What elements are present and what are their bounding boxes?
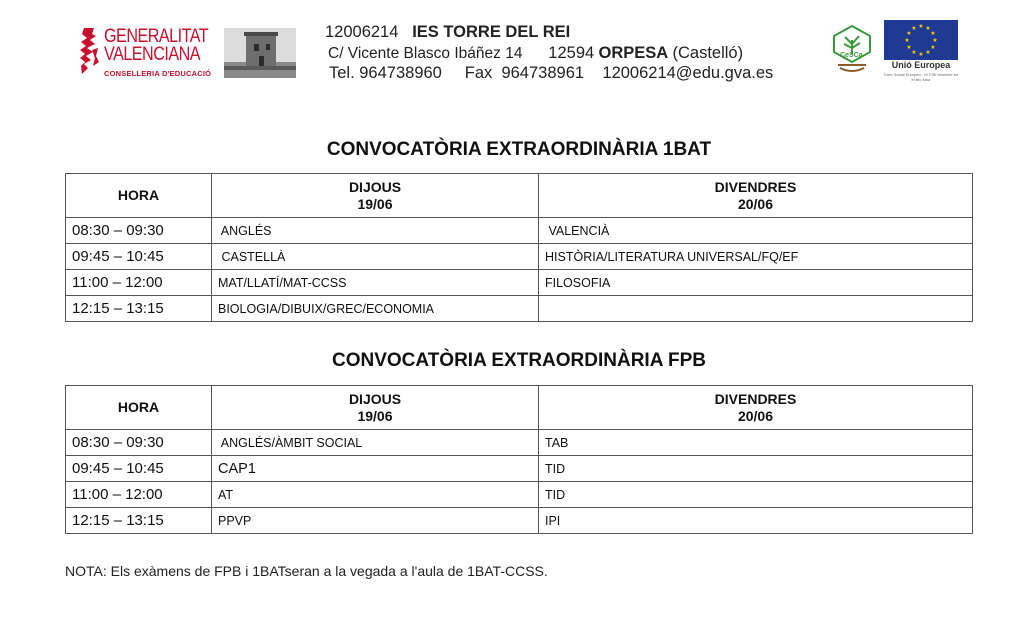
cell-hour: 11:00 – 12:00 <box>66 482 212 508</box>
cesca-tree-icon <box>832 24 872 76</box>
svg-text:★: ★ <box>911 25 917 32</box>
day2-name: DIVENDRES <box>714 178 797 195</box>
day1-date: 19/06 <box>357 407 393 424</box>
header-day2 <box>539 386 973 430</box>
eu-flag-icon <box>884 20 958 60</box>
header-day2 <box>539 174 973 218</box>
header-day1 <box>212 386 539 430</box>
svg-text:★: ★ <box>918 51 924 58</box>
school-fax: Fax 964738961 <box>464 64 585 82</box>
cell-day1: CAP1 <box>212 456 539 482</box>
eu-sublabel: Fons Social Europeu · El FSE inverteix en el teu futur <box>883 72 959 82</box>
cell-day1: PPVP <box>212 508 539 534</box>
day1-name: DIJOUS <box>348 390 402 407</box>
gva-name-line2: VALENCIANA <box>104 44 201 65</box>
svg-text:★: ★ <box>906 30 912 37</box>
schedule-table-fpb <box>65 385 973 534</box>
cell-hour: 09:45 – 10:45 <box>66 456 212 482</box>
gva-name-line1: GENERALITAT <box>104 26 209 47</box>
school-town: ORPESA <box>598 44 669 62</box>
svg-text:★: ★ <box>930 30 936 37</box>
table-row <box>66 508 973 534</box>
cell-hour: 12:15 – 13:15 <box>66 296 212 322</box>
table-row <box>66 482 973 508</box>
letterhead <box>0 0 1024 100</box>
cell-hour: 12:15 – 13:15 <box>66 508 212 534</box>
school-address: C/ Vicente Blasco Ibáñez 14 <box>328 45 523 62</box>
table-row <box>66 270 973 296</box>
svg-text:★: ★ <box>932 37 938 44</box>
school-phone: Tel. 964738960 <box>329 64 442 82</box>
cell-day2 <box>539 296 973 322</box>
cesca-logo <box>832 24 872 76</box>
svg-text:★: ★ <box>918 23 924 30</box>
day2-date: 20/06 <box>737 195 774 212</box>
table-row <box>66 244 973 270</box>
svg-text:★: ★ <box>911 49 917 56</box>
generalitat-valenciana-logo <box>78 24 212 80</box>
cell-hour: 09:45 – 10:45 <box>66 244 212 270</box>
gva-department: CONSELLERIA D'EDUCACIÓ <box>104 69 212 78</box>
cell-day2: VALENCIÀ <box>539 218 973 244</box>
title-1bat: CONVOCATÒRIA EXTRAORDINÀRIA 1BAT <box>326 139 712 160</box>
cell-day1: CASTELLÀ <box>212 244 539 270</box>
gva-emblem-icon <box>78 26 100 76</box>
cesca-label: CeSCa <box>840 52 863 59</box>
table-row <box>66 296 973 322</box>
title-fpb: CONVOCATÒRIA EXTRAORDINÀRIA FPB <box>331 350 707 371</box>
header-day1 <box>212 174 539 218</box>
header-hour: HORA <box>66 174 212 218</box>
footer-note: NOTA: Els exàmens de FPB i 1BATseran a la vegada a l'aula de 1BAT-CCSS. <box>65 563 548 579</box>
day2-date: 20/06 <box>737 407 774 424</box>
cell-hour: 08:30 – 09:30 <box>66 218 212 244</box>
cell-day2: IPI <box>539 508 973 534</box>
table-header-row <box>66 386 973 430</box>
table-row <box>66 218 973 244</box>
school-postal-code: 12594 <box>548 44 595 62</box>
cell-day1: AT <box>212 482 539 508</box>
cell-day2: FILOSOFIA <box>539 270 973 296</box>
cell-hour: 11:00 – 12:00 <box>66 270 212 296</box>
cell-day2: TID <box>539 482 973 508</box>
svg-text:★: ★ <box>906 44 912 51</box>
cell-hour: 08:30 – 09:30 <box>66 430 212 456</box>
eu-label: Unió Europea <box>891 60 951 70</box>
cell-day2: TID <box>539 456 973 482</box>
cell-day2: HISTÒRIA/LITERATURA UNIVERSAL/FQ/EF <box>539 244 973 270</box>
school-code: 12006214 <box>325 23 399 41</box>
cell-day1: ANGLÉS/ÀMBIT SOCIAL <box>212 430 539 456</box>
school-name: IES TORRE DEL REI <box>412 23 571 41</box>
cell-day1: MAT/LLATÍ/MAT-CCSS <box>212 270 539 296</box>
svg-text:★: ★ <box>925 49 931 56</box>
day2-name: DIVENDRES <box>714 390 797 407</box>
day1-name: DIJOUS <box>348 178 402 195</box>
header-hour: HORA <box>66 386 212 430</box>
table-header-row <box>66 174 973 218</box>
cell-day2: TAB <box>539 430 973 456</box>
eu-logo <box>882 20 960 82</box>
tower-photo <box>224 28 296 78</box>
svg-text:★: ★ <box>904 37 910 44</box>
svg-text:★: ★ <box>930 44 936 51</box>
svg-text:★: ★ <box>925 25 931 32</box>
table-row <box>66 456 973 482</box>
school-province: (Castelló) <box>672 44 744 62</box>
cell-day1: ANGLÉS <box>212 218 539 244</box>
day1-date: 19/06 <box>357 195 393 212</box>
cell-day1: BIOLOGIA/DIBUIX/GREC/ECONOMIA <box>212 296 539 322</box>
table-row <box>66 430 973 456</box>
schedule-table-1bat <box>65 173 973 322</box>
school-email: 12006214@edu.gva.es <box>602 64 774 82</box>
